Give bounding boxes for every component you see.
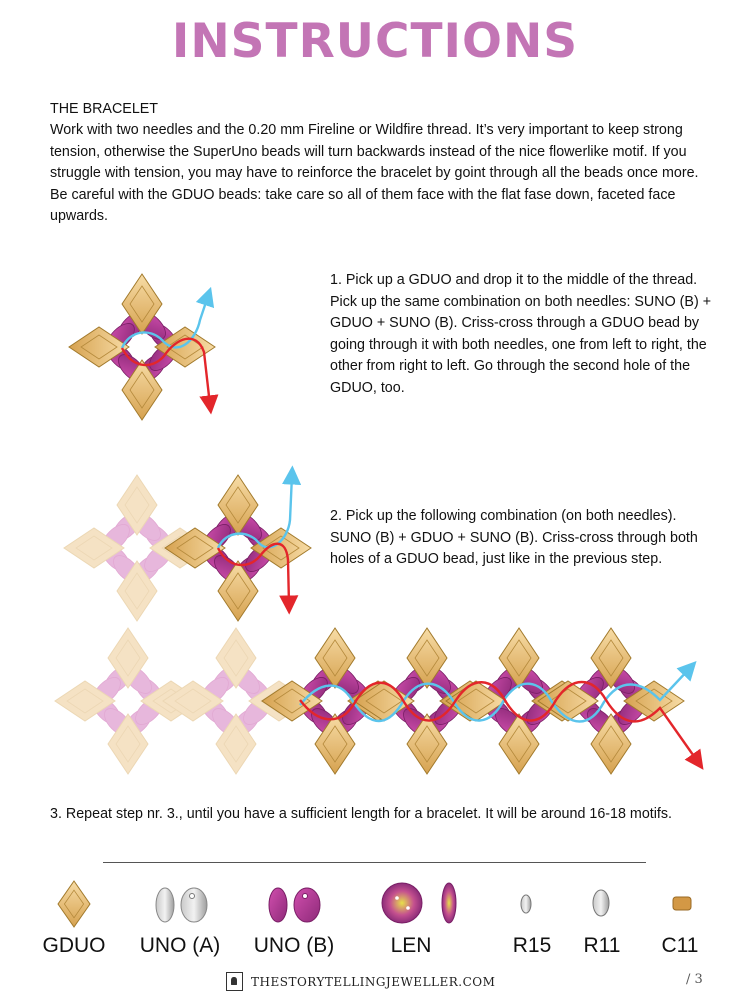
bead-hole <box>303 894 308 899</box>
intro-paragraph-1: Work with two needles and the 0.20 mm Fireline or Wildfire thread. It’s very important to keep strong tension, otherwise the SuperUno beads will turn backwards instead of the nice flowerlike motif. If you struggle with tension, you may have to reinforce the bracelet by goint through all the beads once more. <box>50 122 699 182</box>
footer-site: THESTORYTELLINGJEWELLER.COM <box>251 974 496 989</box>
bead-hole <box>406 906 410 910</box>
legend-label-uno-b: UNO (B) <box>253 934 335 957</box>
uno-b-bead-icon <box>269 888 287 922</box>
step-3-text: 3. Repeat step nr. 3., until you have a sufficient length for a bracelet. It will be around 16-18 motifs. <box>50 806 673 822</box>
r15-bead-icon <box>521 895 531 913</box>
bead-hole <box>190 894 195 899</box>
gduo-bead <box>58 881 90 927</box>
legend-label-gduo: GDUO <box>42 934 106 957</box>
intro-paragraph-2: Be careful with the GDUO beads: take care so all of them face with the flat fase down, faceted face upwards. <box>50 186 676 225</box>
page-title: INSTRUCTIONS <box>171 14 579 69</box>
legend-label-uno-a: UNO (A) <box>139 934 221 957</box>
step-1-text: 1. Pick up a GDUO and drop it to the middle of the thread. Pick up the same combination on both needles: SUNO (B) + GDUO + SUNO (B). Criss-cross through a GDUO bead by going through it with both needles, one from left to right, the other from right to left. Go through the second hole of the GDUO, too. <box>330 272 712 396</box>
bead-hole <box>395 896 399 900</box>
section-heading: THE BRACELET <box>50 101 159 117</box>
legend-label-r11: R11 <box>583 934 621 957</box>
bead-motif <box>538 628 684 774</box>
len-bead-icon <box>382 883 422 923</box>
divider-line <box>103 862 646 863</box>
bead-motif <box>69 274 215 420</box>
step-2-text: 2. Pick up the following combination (on both needles). SUNO (B) + GDUO + SUNO (B). Criss-cross through both holes of a GDUO bead, just like in the previous step. <box>330 508 698 568</box>
uno-b-bead-icon <box>294 888 320 922</box>
legend-label-c11: C11 <box>661 934 699 957</box>
legend-label-r15: R15 <box>512 934 552 957</box>
r11-bead-icon <box>593 890 609 916</box>
rabbit-logo-icon <box>226 972 243 991</box>
c11-bead-icon <box>673 897 691 910</box>
uno-a-bead-icon <box>156 888 174 922</box>
footer <box>226 972 495 991</box>
len-bead-icon <box>442 883 456 923</box>
page-number: / 3 <box>686 972 703 987</box>
legend-label-len: LEN <box>390 934 432 957</box>
uno-a-bead-icon <box>181 888 207 922</box>
